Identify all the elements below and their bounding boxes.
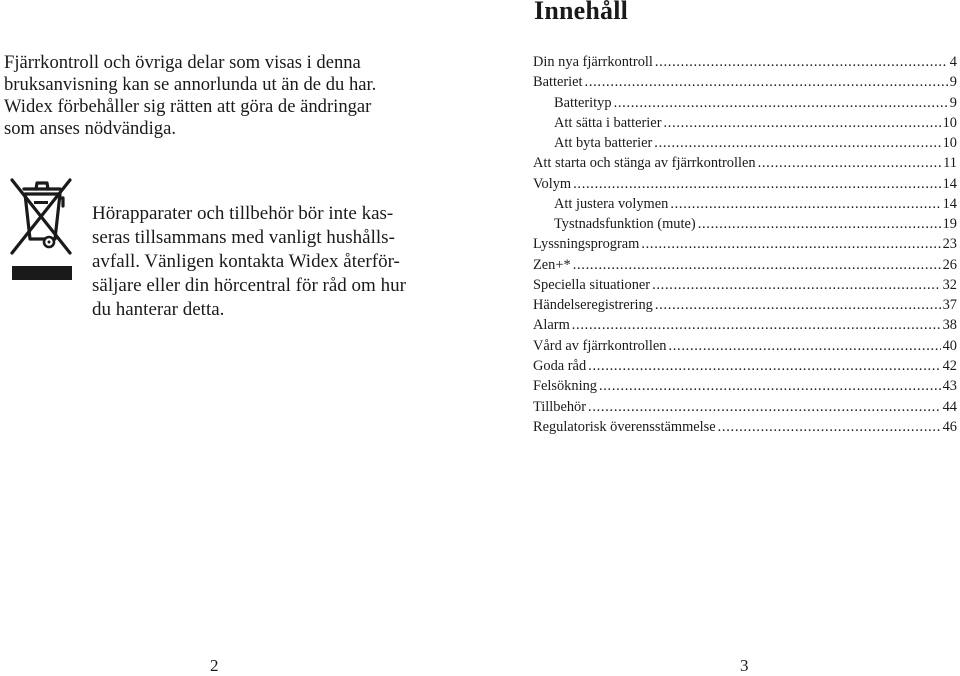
toc-dot-leader (654, 133, 940, 153)
toc-entry-page: 38 (942, 317, 957, 334)
toc-entry-title: Att justera volymen (554, 195, 669, 212)
toc-dot-leader (641, 234, 940, 254)
toc-entry[interactable] (533, 336, 957, 356)
toc-entry-page: 44 (942, 398, 957, 415)
toc-entry-page: 9 (949, 74, 957, 91)
toc-entry-title: Batterityp (554, 94, 612, 111)
weee-underline-bar (12, 266, 72, 280)
intro-line: Fjärrkontroll och övriga delar som visas i denna (4, 52, 361, 73)
toc-entry-page: 10 (942, 135, 957, 152)
toc-dot-leader (655, 295, 941, 315)
toc-entry[interactable] (533, 356, 957, 376)
toc-entry-title: Goda råd (533, 357, 587, 374)
toc-entry-page: 37 (942, 297, 957, 314)
toc-dot-leader (585, 72, 948, 92)
table-of-contents (533, 52, 957, 437)
toc-dot-leader (758, 153, 942, 173)
toc-entry-page: 11 (943, 155, 957, 172)
toc-entry[interactable] (533, 93, 957, 113)
toc-entry-title: Din nya fjärrkontroll (533, 54, 653, 70)
toc-entry-title: Batteriet (533, 74, 583, 91)
toc-entry-title: Lyssningsprogram (533, 236, 640, 253)
disposal-warning (92, 202, 432, 322)
toc-entry-title: Tillbehör (533, 398, 587, 415)
page-number-left: 2 (210, 656, 219, 675)
intro-paragraph (4, 52, 426, 140)
toc-entry[interactable] (533, 174, 957, 194)
toc-entry-page: 23 (942, 236, 957, 253)
toc-entry-page: 42 (942, 357, 957, 374)
toc-entry[interactable] (533, 417, 957, 437)
toc-entry[interactable] (533, 275, 957, 295)
toc-dot-leader (614, 93, 948, 113)
toc-entry-page: 26 (942, 256, 957, 273)
toc-dot-leader (599, 376, 941, 396)
toc-dot-leader (698, 214, 941, 234)
toc-entry[interactable] (533, 295, 957, 315)
intro-line: Widex förbehåller sig rätten att göra de ändringar (4, 96, 372, 117)
toc-dot-leader (588, 356, 940, 376)
toc-dot-leader (670, 194, 940, 214)
toc-entry[interactable] (533, 214, 957, 234)
toc-entry[interactable] (533, 234, 957, 254)
toc-entry-page: 19 (942, 216, 957, 233)
warning-line: avfall. Vänligen kontakta Widex återför- (92, 251, 400, 272)
toc-entry-page: 40 (942, 337, 957, 354)
toc-entry[interactable] (533, 315, 957, 335)
toc-entry-page: 4 (949, 54, 957, 70)
toc-entry-title: Att starta och stänga av fjärrkontrollen (533, 155, 756, 172)
toc-entry[interactable] (533, 194, 957, 214)
toc-entry-title: Regulatorisk överensstämmelse (533, 418, 716, 435)
toc-entry-page: 10 (942, 114, 957, 131)
toc-entry-title: Zen+* (533, 256, 571, 273)
toc-entry-title: Tystnadsfunktion (mute) (554, 216, 696, 233)
toc-entry[interactable] (533, 376, 957, 396)
toc-entry[interactable] (533, 153, 957, 173)
toc-entry-title: Volym (533, 175, 572, 192)
toc-entry-page: 9 (949, 94, 957, 111)
toc-dot-leader (655, 52, 948, 72)
toc-heading: Innehåll (534, 0, 629, 25)
toc-entry-page: 46 (942, 418, 957, 435)
toc-dot-leader (572, 315, 941, 335)
toc-dot-leader (573, 174, 940, 194)
toc-dot-leader (652, 275, 941, 295)
toc-entry-page: 14 (942, 175, 957, 192)
warning-line: säljare eller din hörcentral för råd om hur (92, 275, 406, 296)
toc-entry[interactable] (533, 72, 957, 92)
toc-entry-page: 14 (942, 195, 957, 212)
toc-entry-title: Vård av fjärrkontrollen (533, 337, 667, 354)
toc-entry-title: Felsökning (533, 378, 597, 395)
toc-entry[interactable] (533, 133, 957, 153)
toc-entry-title: Händelseregistrering (533, 297, 653, 314)
toc-dot-leader (573, 255, 941, 275)
toc-entry[interactable] (533, 52, 957, 72)
toc-entry-title: Alarm (533, 317, 570, 334)
intro-line: som anses nödvändiga. (4, 118, 176, 139)
toc-dot-leader (664, 113, 941, 133)
intro-line: bruksanvisning kan se annorlunda ut än de du har. (4, 74, 377, 95)
toc-entry-title: Speciella situationer (533, 276, 651, 293)
toc-entry[interactable] (533, 397, 957, 417)
warning-line: seras tillsammans med vanligt hushålls- (92, 227, 395, 248)
toc-dot-leader (668, 336, 940, 356)
toc-dot-leader (718, 417, 941, 437)
toc-entry-title: Att sätta i batterier (554, 114, 662, 131)
toc-dot-leader (588, 397, 941, 417)
toc-entry-page: 32 (942, 276, 957, 293)
toc-entry-title: Att byta batterier (554, 135, 653, 152)
toc-entry-page: 43 (942, 378, 957, 395)
warning-line: Hörapparater och tillbehör bör inte kas- (92, 203, 394, 224)
warning-line: du hanterar detta. (92, 299, 225, 320)
toc-entry[interactable] (533, 255, 957, 275)
toc-entry[interactable] (533, 113, 957, 133)
page-number-right: 3 (740, 656, 749, 675)
